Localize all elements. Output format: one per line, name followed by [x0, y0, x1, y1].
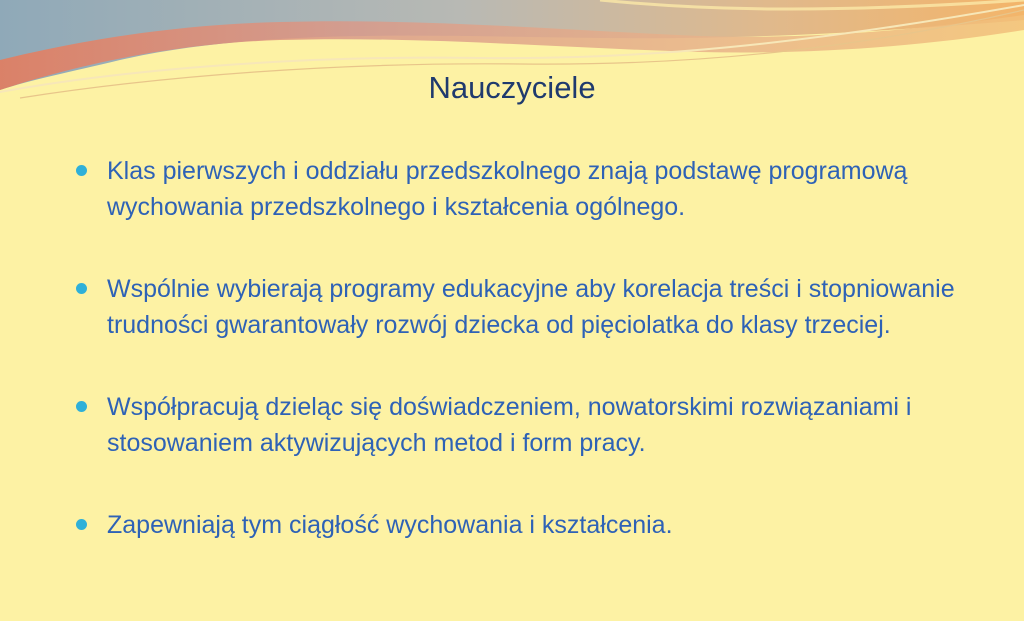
- bullet-dot-icon: [76, 283, 87, 294]
- bullet-item: [72, 271, 992, 343]
- bullet-dot-icon: [76, 401, 87, 412]
- slide-title: Nauczyciele: [428, 70, 596, 105]
- bullet-dot-icon: [76, 165, 87, 176]
- bullet-list: [72, 153, 992, 589]
- bullet-item: [72, 507, 992, 543]
- bullet-text: Wspólnie wybierają programy edukacyjne aby korelacja treści i stopniowanie trudności gwarantowały rozwój dziecka od pięciolatka do klasy trzeciej.: [107, 275, 955, 339]
- bullet-text: Zapewniają tym ciągłość wychowania i kształcenia.: [107, 511, 673, 539]
- bullet-item: [72, 153, 992, 225]
- bullet-text: Współpracują dzieląc się doświadczeniem, nowatorskimi rozwiązaniami i stosowaniem aktywizujących metod i form pracy.: [107, 393, 912, 457]
- bullet-dot-icon: [76, 519, 87, 530]
- bullet-text: Klas pierwszych i oddziału przedszkolnego znają podstawę programową wychowania przedszkolnego i kształcenia ogólnego.: [107, 157, 908, 221]
- bullet-item: [72, 389, 992, 461]
